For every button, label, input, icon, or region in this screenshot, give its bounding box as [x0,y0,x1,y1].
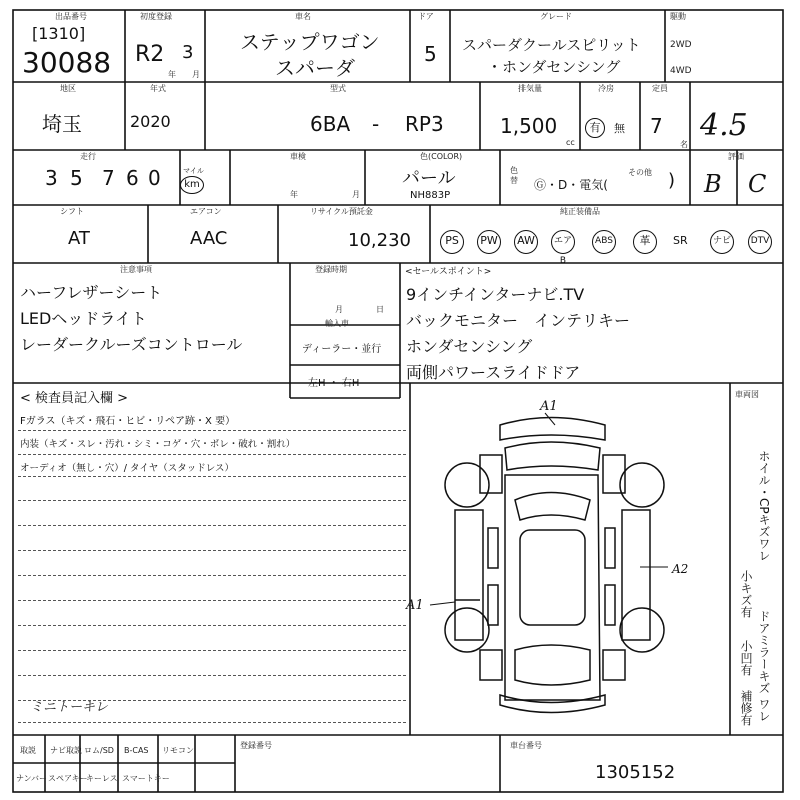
note-item: ハーフレザーシート [20,283,163,302]
lot-number: 30088 [22,46,112,79]
handwritten-note: ミニトーキレ [30,700,108,715]
ownership-label: 登録時期 [315,265,347,274]
owner-day-unit: 日 [376,305,384,314]
mileage-unit-top: マイル [183,167,204,175]
model-year: 2020 [130,112,171,131]
car-name-line1: ステップワゴン [240,30,380,54]
mileage-digit: 0 [148,166,161,190]
seat-label: 定員 [652,84,668,93]
model-code: RP3 [405,112,444,136]
inspection-month-unit: 月 [352,190,360,199]
model-dash: - [372,112,380,136]
ac-no: 無 [614,122,625,135]
equipment-abs: ABS [592,230,616,254]
seat-unit: 名 [680,140,688,149]
drive-4wd: 4WD [670,66,692,76]
equipment-leather: 革 [633,230,657,254]
note-item: LEDヘッドライト [20,309,147,328]
car-name-label: 車名 [295,12,311,21]
aircon-label: エアコン [190,207,222,216]
paint-close: ) [668,170,676,191]
dealer-parallel: ディーラー・並行 [302,344,382,355]
seat-count: 7 [650,114,663,138]
car-name-line2: スパーダ [275,56,355,80]
registration-year-unit: 年 [168,70,176,79]
drive-2wd: 2WD [670,40,692,50]
inspector-line-interior: 内装（キズ・スレ・汚れ・シミ・コゲ・穴・ボレ・破れ・割れ） [20,439,296,450]
bottom-label: ナンバー [16,774,48,783]
area-label: 地区 [60,84,76,93]
registration-number-label: 登録番号 [240,741,272,750]
chassis-number-label: 車台番号 [510,741,542,750]
equipment-aw: AW [514,230,538,254]
model-prefix: 6BA [310,112,351,136]
score: 4.5 [700,108,748,143]
model-label: 型式 [330,84,346,93]
side-comment-dent: 小凹有 [739,640,753,676]
mileage-label: 走行 [80,152,96,161]
inspection-label: 車検 [290,152,306,161]
mileage-unit: km [180,176,204,194]
cc-label: 排気量 [518,84,542,93]
transmission: AT [68,228,90,249]
inspector-line-glass: Fガラス（キズ・飛石・ヒビ・リペア跡・X 要） [20,416,236,427]
diagram-label: 車両図 [735,390,759,399]
equipment-ps: PS [440,230,464,254]
grade-line1: スパーダクールスピリット [462,36,641,54]
bottom-label: リモコン [162,746,194,755]
interior-score: B [704,170,722,198]
sales-point: 9インチインターナビ.TV [406,285,585,304]
inspection-year-unit: 年 [290,190,298,199]
equipment-pw: PW [477,230,501,254]
door-label: ドア [418,12,434,21]
grade-label: グレード [540,12,572,21]
chassis-number: 1305152 [595,762,676,783]
steering-side: 左H ・ 右H [308,378,360,389]
damage-mark-top: A1 [540,399,558,414]
notes-label: 注意事項 [120,265,152,274]
bottom-label: キーレス [86,774,118,783]
recycle-fee: 10,230 [348,230,411,251]
drive-label: 駆動 [670,12,686,21]
sales-point: ホンダセンシング [406,337,533,356]
side-comment-wheel: ホイル・CPキズワレ [757,450,771,562]
damage-mark-left: A1 [406,598,424,613]
side-comment-repair: 補修有 [739,690,753,726]
paint-options: Ⓖ・D・電気( [534,178,608,192]
bottom-label: スペアキー [48,774,88,783]
score-label: 評価 [728,152,744,161]
damage-mark-right: A2 [672,562,689,576]
registration-label: 初度登録 [140,12,172,21]
sales-point: バックモニター インテリキー [406,311,631,330]
bottom-label: ロム/SD [84,746,114,755]
mileage-digit: 7 [102,166,115,190]
sales-point-label: <セールスポイント> [405,267,492,277]
region: 埼玉 [42,112,82,136]
sales-point: 両側パワースライドドア [406,363,581,382]
mileage-digit: 6 [126,166,139,190]
paint-other: その他 [628,168,652,177]
inspector-line-audio: オーディオ（無し・穴）/ タイヤ（スタッドレス） [20,463,234,474]
bottom-label: 取説 [20,746,36,755]
equipment-airbag: エアB [551,230,575,254]
equipment-label: 純正装備品 [560,207,600,216]
mileage-digit: 3 [45,166,58,190]
registration-era: R2 [135,42,165,67]
displacement: 1,500 [500,114,558,138]
bottom-label: スマートキー [122,774,170,783]
bottom-label: B-CAS [124,746,149,755]
color-label: 色(COLOR) [420,152,463,161]
year-label: 年式 [150,84,166,93]
lot-label: 出品番号 [55,12,87,21]
paint-label: 色替 [510,166,518,185]
color-code: NH883P [410,190,451,201]
recycle-label: リサイクル預託金 [310,207,373,216]
bottom-label: ナビ取説 [50,746,82,755]
equipment-sunroof: SR [673,234,688,247]
grade-line2: ・ホンダセンシング [487,58,621,76]
note-item: レーダークルーズコントロール [20,335,243,354]
equipment-navi: ナビ [710,230,734,254]
registration-year: 3 [182,42,194,63]
cc-unit: cc [566,138,575,147]
side-comment-mirror: ドアミラーキズ ワレ [757,610,771,722]
side-comment-small-scratch: 小キズ有 [739,570,753,618]
exterior-score: C [748,170,767,198]
color-name: パール [402,168,456,189]
owner-month-unit: 月 [335,305,343,314]
inspector-label: < 検査員記入欄 > [20,391,129,406]
import-label: 輸入車 [325,319,349,328]
door-count: 5 [424,42,437,66]
ac-label: 冷房 [598,84,614,93]
aircon: AAC [190,228,228,249]
mileage-digit: 5 [70,166,83,190]
equipment-dtv: DTV [748,230,772,254]
ac-yes: 有 [585,118,605,138]
lot-code: [1310] [32,24,86,43]
transmission-label: シフト [60,207,84,216]
registration-month-unit: 月 [192,70,200,79]
